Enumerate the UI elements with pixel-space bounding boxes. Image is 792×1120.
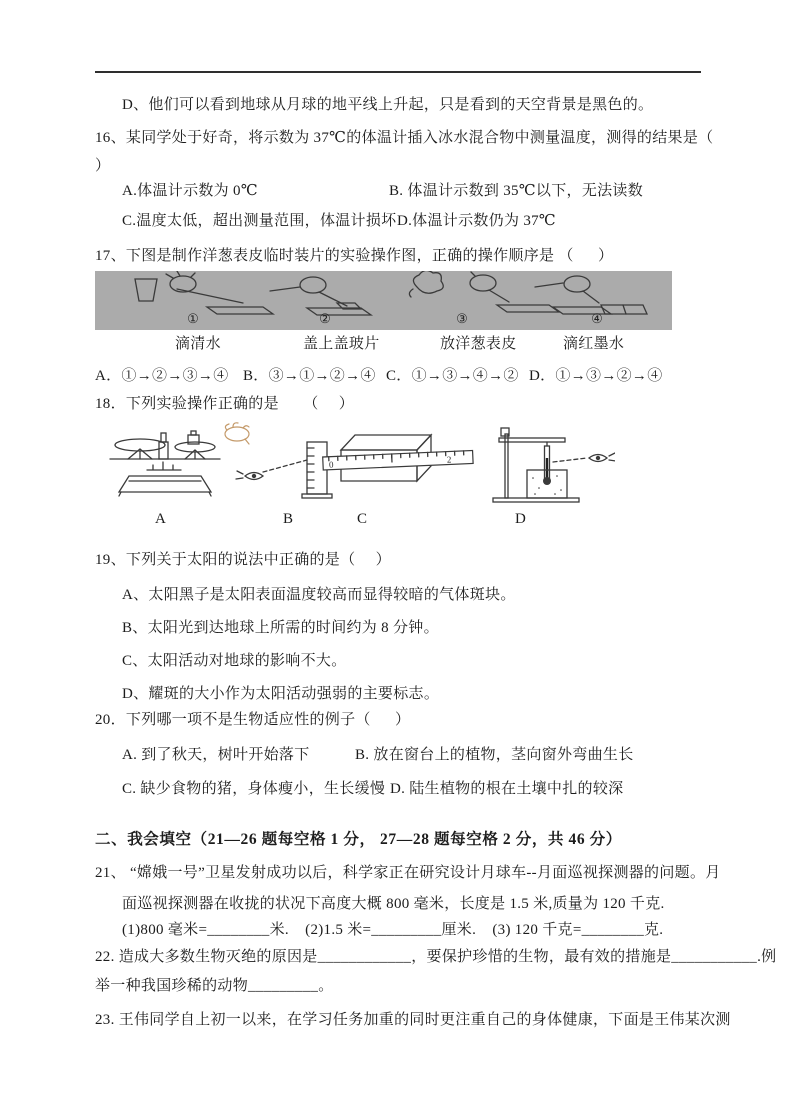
q16-option-d: D.体温计示数仍为 37℃ [397, 213, 557, 229]
q22-line1: 22. 造成大多数生物灭绝的原因是____________，要保护珍惜的生物，最有效的措施是___________.例 [95, 949, 777, 965]
q17-figure-strip [95, 271, 672, 330]
q20-option-a: A. 到了秋天，树叶开始落下 [122, 747, 310, 763]
ruler-mark-zero: 0 [328, 459, 334, 470]
q18-stem: 18．下列实验操作正确的是 （ ） [95, 396, 355, 412]
q17-option-c: C．①→③→④→② [386, 368, 519, 384]
q18-label-a: A [155, 511, 166, 527]
q20-option-c: C. 缺少食物的猪，身体瘦小，生长缓慢 [122, 781, 386, 797]
q23-line1: 23. 王伟同学自上初一以来，在学习任务加重的同时更注重自己的身体健康，下面是王伟某次测 [95, 1012, 731, 1028]
q17-caption-1: 滴清水 [175, 336, 221, 352]
q20-option-b: B. 放在窗台上的植物，茎向窗外弯曲生长 [355, 747, 634, 763]
cylinder-reading-figure [236, 442, 332, 498]
q17-step-number-2: ② [319, 311, 331, 326]
q21-line1: 21、 “嫦娥一号”卫星发射成功以后，科学家正在研究设计月球车--月面巡视探测器的问题。月 [95, 865, 721, 881]
q15-option-d: D、他们可以看到地球从月球的地平线上升起，只是看到的天空背景是黑色的。 [122, 97, 654, 113]
q17-option-d: D．①→③→②→④ [529, 368, 663, 384]
q21-line2: 面巡视探测器在收拢的状况下高度大概 800 毫米，长度是 1.5 米,质量为 120 千克. [122, 896, 665, 912]
section-2-heading: 二、我会填空（21—26 题每空格 1 分， 27—28 题每空格 2 分，共 46 分） [95, 831, 622, 848]
q17-option-a: A．①→②→③→④ [95, 368, 229, 384]
q19-option-b: B、太阳光到达地球上所需的时间约为 8 分钟。 [122, 620, 439, 636]
header-rule [95, 71, 701, 73]
q19-option-d: D、耀斑的大小作为太阳活动强弱的主要标志。 [122, 686, 440, 702]
q21-blanks-line: (1)800 毫米=________米. (2)1.5 米=_________厘米. (3) 120 千克=________克. [122, 922, 664, 938]
q16-option-b: B. 体温计示数到 35℃以下，无法读数 [389, 183, 644, 199]
q18-label-d: D [515, 511, 526, 527]
q20-stem: 20．下列哪一项不是生物适应性的例子（ ） [95, 712, 411, 728]
q16-option-a: A.体温计示数为 0℃ [122, 183, 258, 199]
q16-stem: 16、某同学处于好奇，将示数为 37℃的体温计插入冰水混合物中测量温度，测得的结果是（ [95, 130, 714, 146]
q16-stem-wrap: ） [95, 158, 111, 174]
q16-option-c: C.温度太低，超出测量范围，体温计损坏 [122, 213, 397, 229]
ruler-box-figure [323, 435, 473, 481]
balance-scale-figure [110, 431, 220, 496]
q17-caption-2: 盖上盖玻片 [303, 336, 380, 352]
q18-lab-operations-illustration [95, 418, 615, 510]
q17-step-number-1: ① [187, 311, 199, 326]
q19-stem: 19、下列关于太阳的说法中正确的是（ ） [95, 552, 391, 568]
q19-option-c: C、太阳活动对地球的影响不大。 [122, 653, 347, 669]
q19-option-a: A、太阳黑子是太阳表面温度较高而显得较暗的气体斑块。 [122, 587, 516, 603]
q17-step-number-3: ③ [456, 311, 468, 326]
q17-stem: 17、下图是制作洋葱表皮临时装片的实验操作图，正确的操作顺序是 （ ） [95, 248, 614, 264]
q18-label-b: B [283, 511, 294, 527]
q17-option-b: B．③→①→②→④ [243, 368, 376, 384]
q20-option-d: D. 陆生植物的根在土壤中扎的较深 [390, 781, 624, 797]
q17-caption-3: 放洋葱表皮 [440, 336, 517, 352]
thermometer-stand-figure [493, 428, 615, 502]
hand-icon [225, 423, 249, 444]
q17-caption-4: 滴红墨水 [563, 336, 625, 352]
onion-slide-steps-illustration [95, 271, 672, 330]
ruler-mark-two: 2 [446, 454, 452, 465]
q18-label-c: C [357, 511, 368, 527]
q17-step-number-4: ④ [591, 311, 603, 326]
q22-line2: 举一种我国珍稀的动物_________。 [95, 978, 334, 994]
